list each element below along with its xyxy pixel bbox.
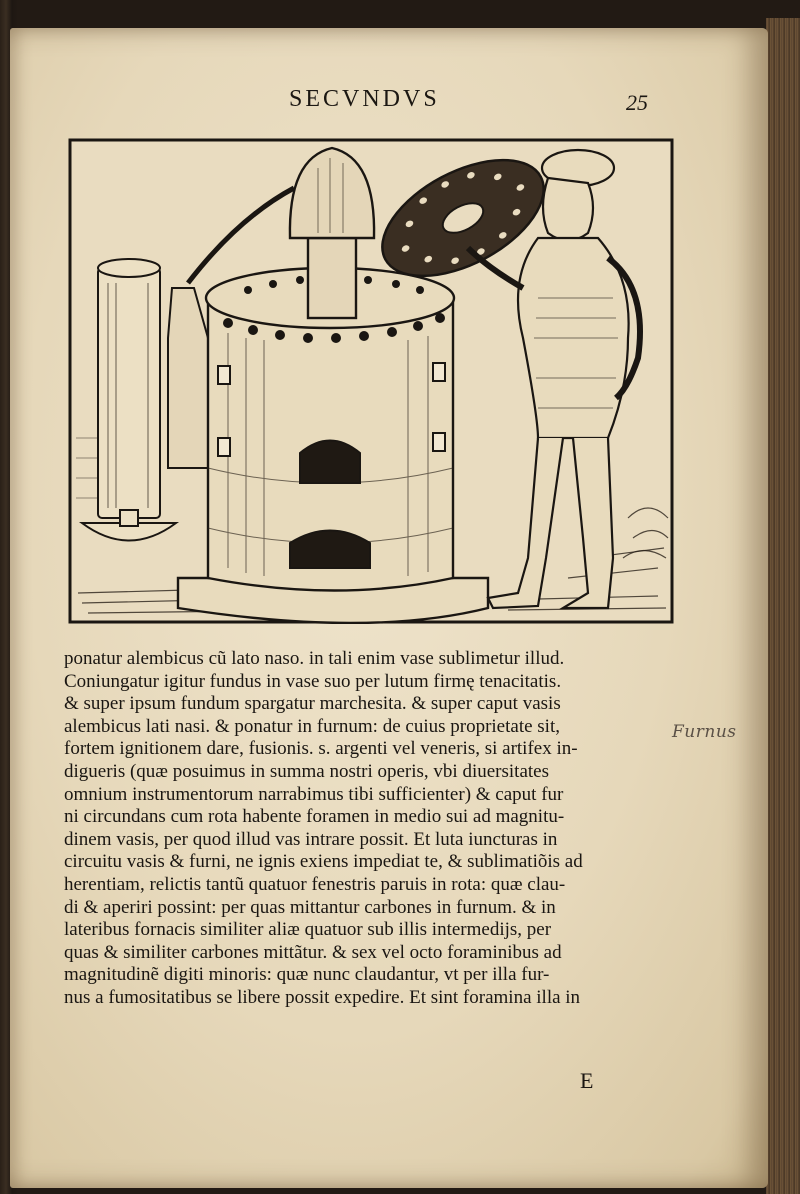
text-line: alembicus lati nasi. & ponatur in furnum: de cuius proprietate sit, (64, 715, 560, 737)
text-line: circuitu vasis & furni, ne ignis exiens impediat te, & sublimatiõis ad (64, 851, 583, 873)
text-line: ponatur alembicus cũ lato naso. in tali enim vase sublimetur illud. (64, 648, 565, 669)
text-line: fortem ignitionem dare, fusionis. s. argenti vel veneris, si artifex in- (64, 738, 578, 760)
text-line: di & aperiri possint: per quas mittantur carbones in furnum. & in (64, 896, 556, 918)
woodcut-alchemist-furnace-icon (68, 138, 674, 624)
page-number: 25 (626, 90, 648, 115)
text-line: lateribus fornacis similiter aliæ quatuor sub illis intermedijs, per (64, 919, 552, 941)
text-line: herentiam, relictis tantũ quatuor fenestris paruis in rota: quæ clau- (64, 873, 566, 895)
text-line: nus a fumositatibus se libere possit expedire. Et sint foramina illa in (64, 986, 581, 1008)
text-line: ni circundans cum rota habente foramen in medio sui ad magnitu- (64, 806, 565, 828)
body-text (64, 648, 644, 1010)
book-page-edges (766, 18, 800, 1194)
text-line: omnium instrumentorum narrabimus tibi sufficienter) & caput fur (64, 783, 564, 805)
text-line: magnitudinẽ digiti minoris: quæ nunc claudantur, vt per illa fur- (64, 964, 550, 986)
signature-mark: E (580, 1068, 594, 1093)
running-title: SECVNDVS (289, 86, 440, 112)
text-line: & super ipsum fundum spargatur marchesita. & super caput vasis (64, 693, 561, 715)
text-line: digueris (quæ posuimus in summa nostri operis, vbi diuersitates (64, 760, 549, 782)
text-line: quas & similiter carbones mittãtur. & sex vel octo foraminibus ad (64, 941, 562, 963)
handwritten-margin-note: Furnus (672, 722, 737, 742)
text-line: Coniungatur igitur fundus in vase suo per lutum firmę tenacitatis. (64, 670, 562, 692)
text-line: dinem vasis, per quod illud vas intrare possit. Et luta iuncturas in (64, 828, 558, 850)
